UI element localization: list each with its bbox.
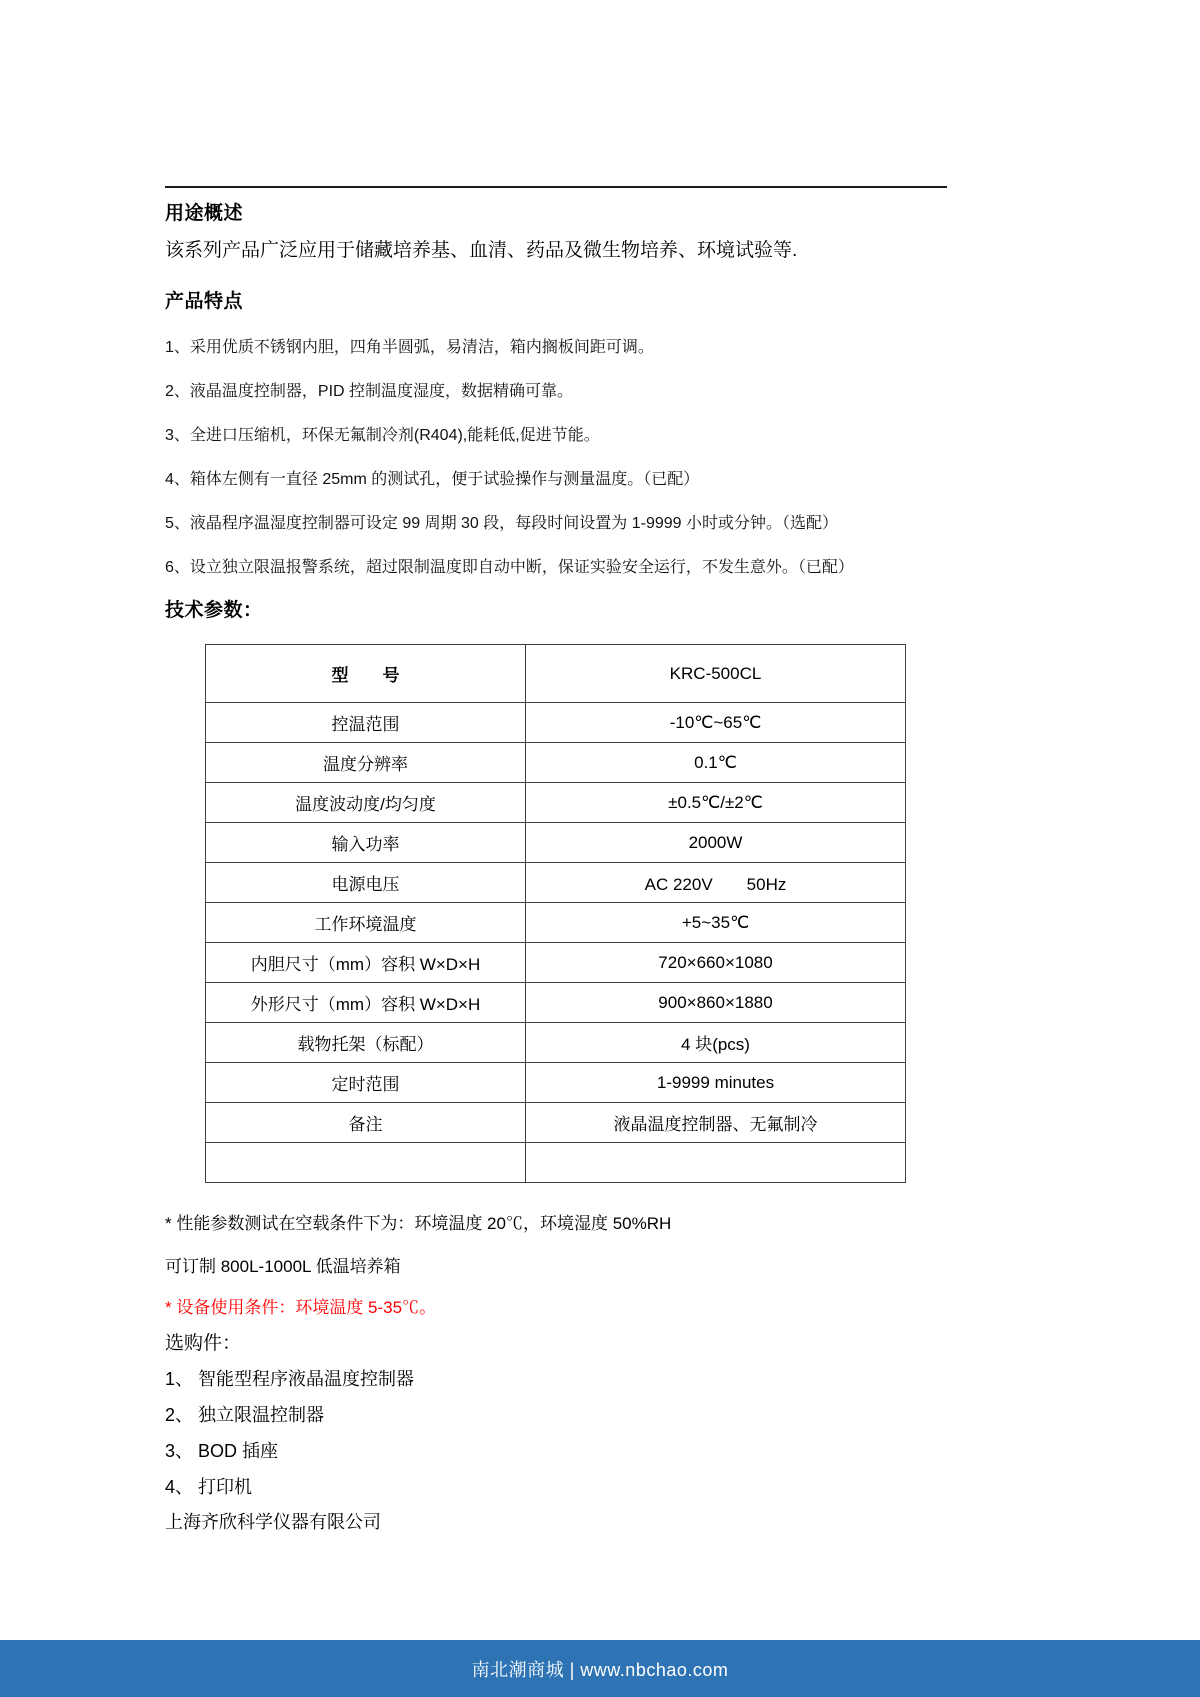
spec-label: 备注 bbox=[206, 1103, 526, 1143]
spec-label: 温度分辨率 bbox=[206, 743, 526, 783]
table-row bbox=[206, 783, 906, 823]
table-row-model bbox=[206, 645, 906, 703]
document-content bbox=[165, 0, 947, 1534]
footer-bar bbox=[0, 1640, 1200, 1697]
table-row bbox=[206, 823, 906, 863]
company-name: 上海齐欣科学仪器有限公司 bbox=[165, 1512, 381, 1532]
model-label: 型 号 bbox=[206, 645, 526, 703]
spec-label: 控温范围 bbox=[206, 703, 526, 743]
spec-label: 输入功率 bbox=[206, 823, 526, 863]
spec-value: 720×660×1080 bbox=[526, 943, 906, 983]
table-row bbox=[206, 743, 906, 783]
option-item-3: 3、 BOD 插座 bbox=[165, 1441, 279, 1461]
spec-value: AC 220V 50Hz bbox=[526, 863, 906, 903]
spec-value: 0.1℃ bbox=[526, 743, 906, 783]
feature-item-4: 4、箱体左侧有一直径 25mm 的测试孔，便于试验操作与测量温度。（已配） bbox=[165, 471, 700, 488]
spec-value: 900×860×1880 bbox=[526, 983, 906, 1023]
option-item-2: 2、 独立限温控制器 bbox=[165, 1405, 325, 1425]
table-row-empty bbox=[206, 1143, 906, 1183]
top-divider bbox=[165, 186, 947, 188]
spec-label: 内胆尺寸（mm）容积 W×D×H bbox=[206, 943, 526, 983]
table-row bbox=[206, 1063, 906, 1103]
table-row bbox=[206, 903, 906, 943]
options-title: 选购件： bbox=[165, 1333, 242, 1354]
feature-item-2: 2、液晶温度控制器，PID 控制温度湿度，数据精确可靠。 bbox=[165, 383, 574, 400]
spec-label: 载物托架（标配） bbox=[206, 1023, 526, 1063]
feature-item-3: 3、全进口压缩机，环保无氟制冷剂(R404),能耗低,促进节能。 bbox=[165, 427, 600, 444]
specs-table bbox=[205, 644, 906, 1183]
features-section-title: 产品特点 bbox=[165, 291, 244, 312]
usage-section-title: 用途概述 bbox=[165, 203, 244, 224]
note-operating-conditions: * 设备使用条件：环境温度 5-35℃。 bbox=[165, 1298, 437, 1317]
table-row bbox=[206, 983, 906, 1023]
feature-item-5: 5、液晶程序温湿度控制器可设定 99 周期 30 段，每段时间设置为 1-9999 小时或分钟。（选配） bbox=[165, 515, 838, 532]
table-row bbox=[206, 863, 906, 903]
note-test-conditions: * 性能参数测试在空载条件下为：环境温度 20℃，环境湿度 50%RH bbox=[165, 1214, 672, 1233]
feature-item-1: 1、采用优质不锈钢内胆，四角半圆弧，易清洁，箱内搁板间距可调。 bbox=[165, 339, 654, 356]
spec-value bbox=[526, 1143, 906, 1183]
usage-body: 该系列产品广泛应用于储藏培养基、血清、药品及微生物培养、环境试验等. bbox=[165, 240, 798, 261]
specs-section-title: 技术参数： bbox=[165, 600, 263, 621]
table-row bbox=[206, 703, 906, 743]
option-item-4: 4、 打印机 bbox=[165, 1477, 253, 1497]
spec-label bbox=[206, 1143, 526, 1183]
spec-label: 工作环境温度 bbox=[206, 903, 526, 943]
model-value: KRC-500CL bbox=[526, 645, 906, 703]
spec-label: 外形尺寸（mm）容积 W×D×H bbox=[206, 983, 526, 1023]
spec-value: 液晶温度控制器、无氟制冷 bbox=[526, 1103, 906, 1143]
spec-value: 4 块(pcs) bbox=[526, 1023, 906, 1063]
spec-value: ±0.5℃/±2℃ bbox=[526, 783, 906, 823]
spec-label: 电源电压 bbox=[206, 863, 526, 903]
footer-text: 南北潮商城 | www.nbchao.com bbox=[471, 1659, 729, 1680]
spec-value: 1-9999 minutes bbox=[526, 1063, 906, 1103]
spec-label: 温度波动度/均匀度 bbox=[206, 783, 526, 823]
table-row bbox=[206, 1023, 906, 1063]
spec-value: +5~35℃ bbox=[526, 903, 906, 943]
feature-item-6: 6、设立独立限温报警系统，超过限制温度即自动中断，保证实验安全运行，不发生意外。（已配） bbox=[165, 559, 854, 576]
spec-value: -10℃~65℃ bbox=[526, 703, 906, 743]
note-custom-order: 可订制 800L-1000L 低温培养箱 bbox=[165, 1257, 401, 1276]
table-row bbox=[206, 943, 906, 983]
spec-value: 2000W bbox=[526, 823, 906, 863]
spec-label: 定时范围 bbox=[206, 1063, 526, 1103]
option-item-1: 1、 智能型程序液晶温度控制器 bbox=[165, 1369, 415, 1389]
table-row bbox=[206, 1103, 906, 1143]
